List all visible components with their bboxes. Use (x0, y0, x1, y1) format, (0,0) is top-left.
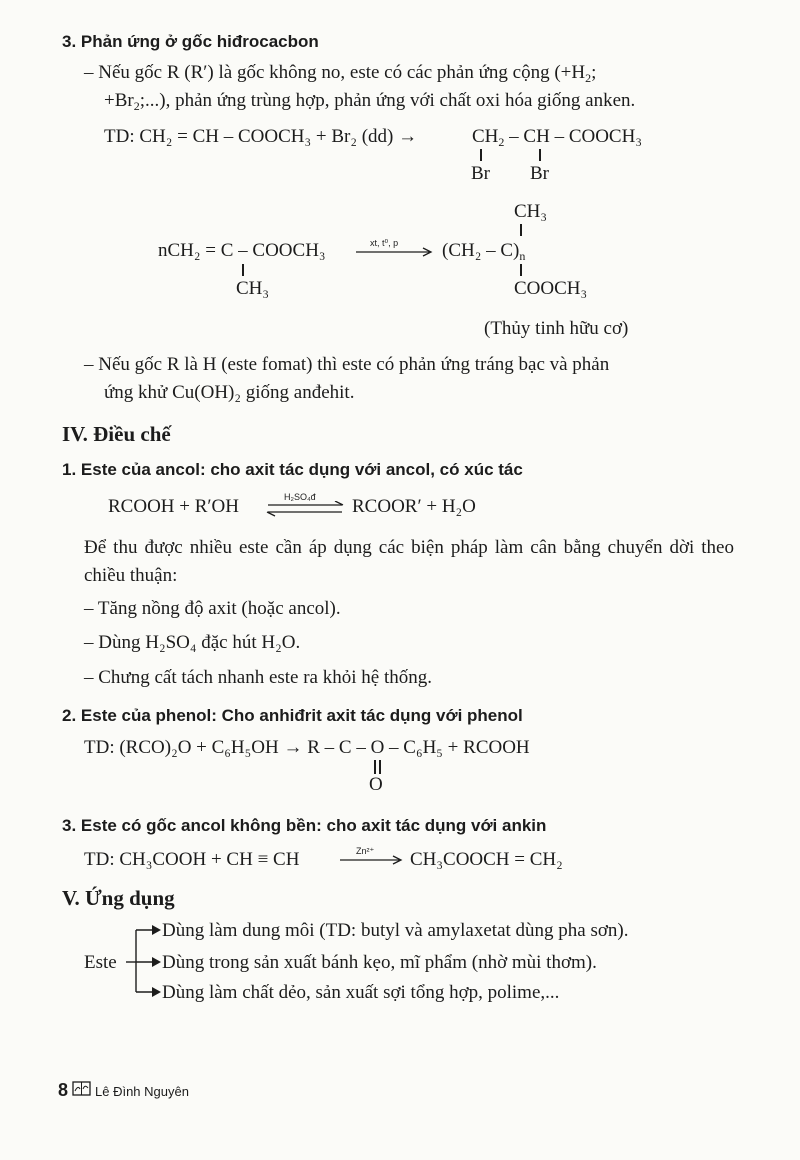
section-heading: 3. Phản ứng ở gốc hiđrocacbon (62, 32, 319, 51)
reaction-condition: H₂SO₄đ (284, 492, 316, 502)
reaction-condition: xt, t⁰, p (370, 238, 399, 248)
tree-item: Dùng làm chất dẻo, sản xuất sợi tổng hợp, polime,... (162, 982, 560, 1003)
page-number: 8 (58, 1080, 69, 1100)
paragraph: Để thu được nhiều este cần áp dụng các biện pháp làm cân bằng chuyển dời theo chiều thuận: (84, 537, 734, 586)
substituent: O (369, 774, 383, 795)
book-icon (72, 1080, 92, 1098)
polymer-product: $(CH_2 - C)_n$ (442, 240, 526, 263)
substituent: CH₃ (236, 278, 270, 299)
reaction-equation: TD: (RCO)₂O + C₆H₅OH → R – C – O – C₆H₅ + RCOOH (84, 737, 530, 758)
substituent: Br (471, 163, 490, 184)
reaction-arrow (356, 247, 436, 257)
bond-line (539, 149, 541, 161)
branch-arrows (126, 920, 166, 1000)
reaction-arrow (340, 855, 406, 865)
list-item: – Dùng H₂SO₄ đặc hút H₂O. (84, 632, 301, 653)
reaction-rhs: RCOOR′ + H₂O (352, 496, 476, 517)
author-name: Lê Đình Nguyên (95, 1084, 189, 1099)
reaction-lhs: TD: CH₃COOH + CH ≡ CH (84, 849, 300, 870)
substituent: CH₃ (514, 201, 548, 222)
bond-line (520, 264, 522, 276)
equilibrium-arrow (266, 501, 346, 517)
reaction-product: $CH_2$ – CH – COOCH₃ (472, 126, 642, 149)
bond-line (242, 264, 244, 276)
bond-line (379, 760, 381, 774)
section-heading: IV. Điều chế (62, 422, 171, 446)
subsection-heading: 3. Este có gốc ancol không bền: cho axit tác dụng với ankin (62, 816, 547, 835)
tree-root: Este (84, 952, 117, 973)
bond-line (480, 149, 482, 161)
bullet-line: $+Br_2$;...), phản ứng trùng hợp, phản ứng với chất oxi hóa giống anken. (104, 90, 636, 113)
reaction-lhs: RCOOH + R′OH (108, 496, 239, 517)
bullet-line: – Nếu gốc R (R′) là gốc không no, este có các phản ứng cộng ($+H_2$; (84, 62, 597, 85)
subsection-heading: 1. Este của ancol: cho axit tác dụng với ancol, có xúc tác (62, 460, 523, 479)
product-note: (Thủy tinh hữu cơ) (484, 318, 629, 339)
bond-line (374, 760, 376, 774)
reaction-lhs: nCH₂ = C – COOCH₃ (158, 240, 326, 261)
reaction-condition: Zn²⁺ (356, 846, 375, 856)
tree-item: Dùng làm dung môi (TD: butyl và amylaxetat dùng pha sơn). (162, 920, 629, 941)
bond-line (520, 224, 522, 236)
bullet-line: – Nếu gốc R là H (este fomat) thì este có phản ứng tráng bạc và phản (84, 354, 610, 375)
substituent: COOCH₃ (514, 278, 588, 299)
list-item: – Chưng cất tách nhanh este ra khỏi hệ thống. (84, 667, 432, 688)
subsection-heading: 2. Este của phenol: Cho anhiđrit axit tác dụng với phenol (62, 706, 523, 725)
section-heading: V. Ứng dụng (62, 886, 175, 910)
reaction-lhs: TD: CH₂ = CH – COOCH₃ + Br₂ (dd) → (104, 126, 418, 147)
list-item: – Tăng nồng độ axit (hoặc ancol). (84, 598, 341, 619)
tree-item: Dùng trong sản xuất bánh kẹo, mĩ phẩm (nhờ mùi thơm). (162, 952, 597, 973)
substituent: Br (530, 163, 549, 184)
bullet-line: ứng khử Cu(OH)₂ giống anđehit. (104, 382, 355, 403)
reaction-rhs: CH₃COOCH = CH₂ (410, 849, 563, 870)
